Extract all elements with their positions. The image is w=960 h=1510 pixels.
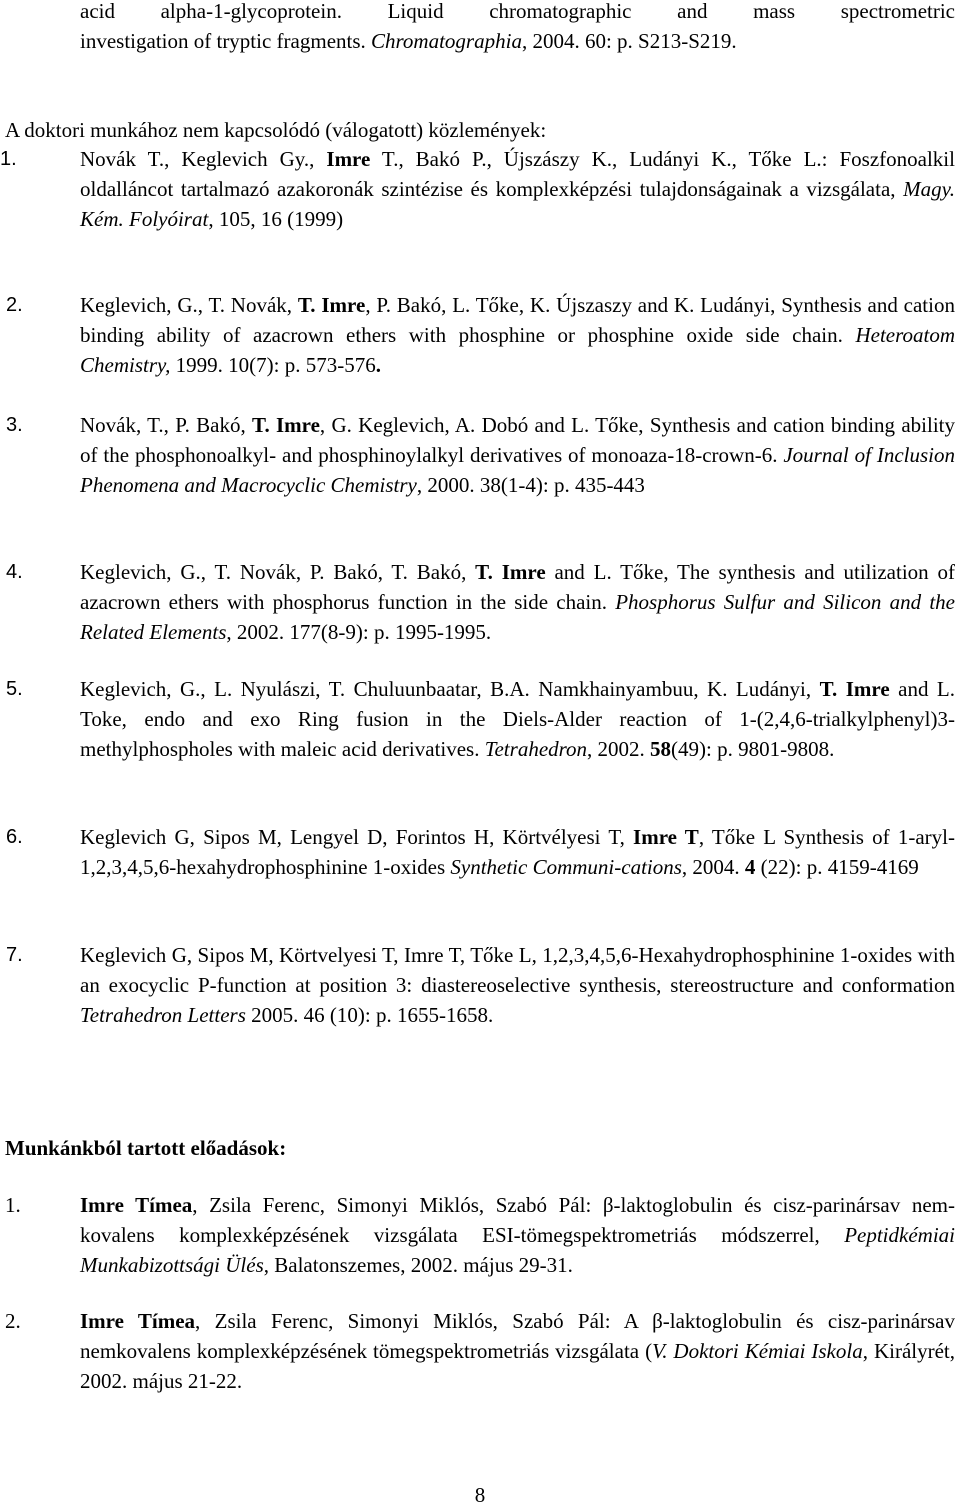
text-run: Keglevich G, Sipos M, Lengyel D, Forintos H, Körtvélyesi T, bbox=[80, 825, 634, 849]
text-run: Keglevich, G., T. Novák, bbox=[80, 293, 298, 317]
italic-text-run: Tetrahedron Letters bbox=[80, 1003, 246, 1027]
entry-number: 1. bbox=[0, 148, 17, 170]
text-run: (49): p. 9801-9808. bbox=[671, 737, 835, 761]
bold-text-run: Imre Tímea bbox=[80, 1309, 196, 1333]
publication-entry bbox=[0, 144, 955, 234]
text-run: Keglevich G, Sipos M, Körtvelyesi T, Imre T, Tőke L, 1,2,3,4,5,6-Hexahydrophosphinine 1-oxides with an exocyclic P-function at position 3: diastereoselective synthesis, stereostructure and conformation bbox=[80, 943, 955, 997]
bold-text-run: . bbox=[375, 353, 381, 377]
text-run: and L. Tőke, The synthesis and utilization of azacrown ethers with phosphorus function in the side chain. bbox=[80, 560, 955, 614]
text-run: and L. Toke, endo and exo Ring fusion in the Diels-Alder reaction of 1-(2,4,6-trialkylphenyl)3-methylphospholes with maleic acid derivatives. bbox=[80, 677, 955, 761]
italic-text-run: Heteroatom Chemistry, bbox=[80, 323, 955, 377]
bold-text-run: 4 bbox=[744, 855, 756, 879]
publication-entry bbox=[6, 410, 955, 500]
entry-text bbox=[80, 557, 955, 647]
publication-entry bbox=[6, 940, 955, 1030]
italic-text-run: Phosphorus Sulfur and Silicon and the Related Elements bbox=[80, 590, 955, 644]
text-run: T., Bakó P., Újszászy K., Ludányi K., Tőke L.: Foszfonoalkil oldalláncot tartalmazó azakoronák szintézise és komplexképzési tulajdonságainak a vizsgálata, bbox=[80, 147, 955, 201]
italic-text-run: V. Doktori Kémiai Iskola bbox=[652, 1339, 863, 1363]
continued-reference-line-2 bbox=[80, 26, 955, 56]
text-run: Novák T., Keglevich Gy., bbox=[80, 147, 327, 171]
bold-text-run: T. Imre bbox=[819, 677, 890, 701]
entry-text bbox=[80, 144, 955, 234]
bold-text-run: T. Imre bbox=[252, 413, 320, 437]
page-number: 8 bbox=[474, 1483, 486, 1507]
section-heading-unrelated-publications: A doktori munkához nem kapcsolódó (válogatott) közlemények: bbox=[5, 118, 547, 142]
entry-number: 4. bbox=[6, 561, 23, 583]
publication-entry bbox=[6, 557, 955, 647]
text-run: , G. Keglevich, A. Dobó and L. Tőke, Synthesis and cation binding ability of the phosphonoalkyl- and phosphinoylalkyl derivatives of monoaza-18-crown-6. bbox=[80, 413, 955, 467]
entry-number: 2. bbox=[6, 294, 23, 316]
publication-entry bbox=[6, 822, 955, 882]
text-run: 1999. 10(7): p. 573-576 bbox=[170, 353, 376, 377]
italic-text-run: Magy. Kém. Folyóirat bbox=[80, 177, 955, 231]
entry-text bbox=[80, 410, 955, 500]
text-run: (22): p. 4159-4169 bbox=[755, 855, 919, 879]
bold-text-run: Imre Tímea bbox=[80, 1193, 193, 1217]
publication-entry bbox=[6, 290, 955, 380]
bold-text-run: T. Imre bbox=[475, 560, 546, 584]
italic-text-run: Peptidkémiai Munkabizottsági Ülés bbox=[80, 1223, 955, 1277]
text-run: , 105, 16 (1999) bbox=[208, 207, 344, 231]
talk-entry bbox=[5, 1306, 955, 1396]
bold-text-run: T. Imre bbox=[297, 293, 366, 317]
text-run: , Zsila Ferenc, Simonyi Miklós, Szabó Pál: β-laktoglobulin és cisz-parinársav nem-kovalens komplexképzésének vizsgálata ESI-tömegspektrometriás módszerrel, bbox=[80, 1193, 955, 1247]
text-run: , P. Bakó, L. Tőke, K. Újszaszy and K. Ludányi, Synthesis and cation binding ability of azacrown ethers with phosphine or phosphine oxide side chain. bbox=[80, 293, 955, 347]
section-heading-talks: Munkánkból tartott előadások: bbox=[5, 1136, 287, 1160]
text-run: investigation of tryptic fragments. bbox=[80, 29, 372, 53]
talk-entry bbox=[5, 1190, 955, 1280]
continued-reference-line-1: acid alpha-1-glycoprotein. Liquid chromatographic and mass spectrometric bbox=[80, 0, 955, 23]
entry-number: 2. bbox=[5, 1309, 21, 1333]
italic-text-run: Synthetic Communi-cations bbox=[450, 855, 682, 879]
text-run: , 2000. 38(1-4): p. 435-443 bbox=[416, 473, 645, 497]
bold-text-run: Imre bbox=[326, 147, 371, 171]
text-run: , 2004. bbox=[681, 855, 745, 879]
text-run: , Zsila Ferenc, Simonyi Miklós, Szabó Pál: A β-laktoglobulin és cisz-parinársav nemkovalens komplexképzésének tömegspektrometriás vizsgálata ( bbox=[80, 1309, 955, 1363]
entry-number: 5. bbox=[6, 678, 23, 700]
entry-text bbox=[80, 822, 955, 882]
text-run: , 2002. 177(8-9): p. 1995-1995. bbox=[226, 620, 492, 644]
text-run: , 2002. bbox=[587, 737, 651, 761]
italic-text-run: Journal of Inclusion Phenomena and Macrocyclic Chemistry bbox=[80, 443, 955, 497]
text-run: Keglevich, G., T. Novák, P. Bakó, T. Bakó, bbox=[80, 560, 476, 584]
text-run: Keglevich, G., L. Nyulászi, T. Chuluunbaatar, B.A. Namkhainyambuu, K. Ludányi, bbox=[80, 677, 820, 701]
text-run: , Királyrét, 2002. május 21-22. bbox=[80, 1339, 955, 1393]
entry-number: 6. bbox=[6, 826, 23, 848]
text-run: Novák, T., P. Bakó, bbox=[80, 413, 252, 437]
publication-entry bbox=[6, 674, 955, 764]
entry-number: 7. bbox=[6, 944, 23, 966]
entry-text bbox=[80, 940, 955, 1030]
continued-reference bbox=[80, 0, 955, 56]
italic-text-run: Tetrahedron bbox=[484, 737, 588, 761]
text-run: 2005. 46 (10): p. 1655-1658. bbox=[245, 1003, 494, 1027]
entry-number: 3. bbox=[6, 414, 23, 436]
entry-text bbox=[80, 290, 955, 380]
bold-text-run: 58 bbox=[650, 737, 672, 761]
text-run: , 2004. 60: p. S213-S219. bbox=[521, 29, 737, 53]
bold-text-run: Imre T bbox=[633, 825, 699, 849]
entry-text bbox=[80, 1306, 955, 1396]
text-run: , Balatonszemes, 2002. május 29-31. bbox=[263, 1253, 573, 1277]
italic-text-run: Chromatographia bbox=[371, 29, 522, 53]
entry-number: 1. bbox=[5, 1193, 21, 1217]
entry-text bbox=[80, 1190, 955, 1280]
text-run: , Tőke L Synthesis of 1-aryl-1,2,3,4,5,6-hexahydrophosphinine 1-oxides bbox=[80, 825, 955, 879]
entry-text bbox=[80, 674, 955, 764]
